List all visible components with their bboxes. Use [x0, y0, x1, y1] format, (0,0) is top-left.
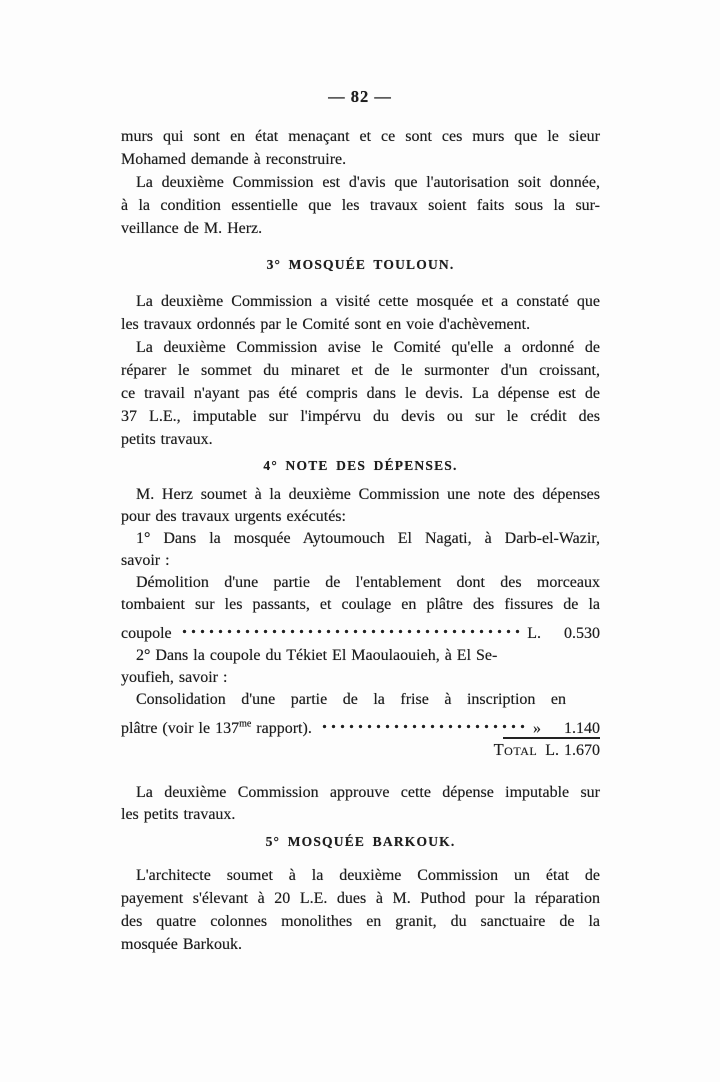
expense-line-text-post: rapport).: [251, 720, 312, 737]
paragraph-line: les travaux ordonnés par le Comité sont en voie d'achèvement.: [121, 316, 531, 333]
paragraph-line: 37 L.E., imputable sur l'impérvu du devis ou sur le crédit des: [121, 408, 600, 425]
paragraph-line: mosquée Barkouk.: [121, 936, 242, 953]
paragraph-line: des quatre colonnes monolithes en granit, du sanctuaire de la: [121, 913, 600, 930]
section-mosquee-barkouk: [121, 832, 600, 956]
paragraph-line: à la condition essentielle que les travaux soient faits sous la sur-: [121, 197, 600, 214]
expense-line-text: [121, 718, 312, 740]
currency-label: L.: [527, 625, 541, 642]
section-heading: 4° NOTE DES DÉPENSES.: [263, 458, 458, 473]
paragraph: [121, 171, 600, 240]
expense-line-text: coupole: [121, 625, 172, 642]
paragraph-line: murs qui sont en état menaçant et ce sont ces murs que le sieur: [121, 128, 600, 145]
section-note-des-depenses: [121, 456, 600, 826]
paragraph-line: La deuxième Commission avise le Comité qu'elle a ordonné de: [136, 339, 600, 356]
expense-amount: 0.530: [564, 625, 600, 642]
expense-item-1: [121, 528, 600, 645]
paragraph-line: tombaient sur les passants, et coulage en plâtre des fissures de la: [121, 596, 600, 613]
paragraph: [121, 864, 600, 956]
paragraph: [121, 290, 600, 336]
expense-line: [121, 711, 600, 740]
paragraph-line: les petits travaux.: [121, 806, 236, 823]
section-heading: 3° MOSQUÉE TOULOUN.: [266, 257, 455, 272]
paragraph-line: payement s'élevant à 20 L.E. dues à M. Puthod pour la réparation: [121, 890, 600, 907]
dotted-leader: [180, 616, 522, 638]
paragraph: [121, 484, 600, 528]
paragraph: [121, 782, 600, 826]
paragraph-line: ce travail n'ayant pas été compris dans le devis. La dépense est de: [121, 385, 600, 402]
section-mosquee-touloun: [121, 255, 600, 451]
paragraph-line: 1° Dans la mosquée Aytoumouch El Nagati, à Darb-el-Wazir,: [136, 530, 600, 547]
superscript-ordinal: me: [239, 718, 252, 730]
expense-line-text-pre: plâtre (voir le 137: [121, 720, 240, 737]
expense-item-2: [121, 645, 600, 740]
text-block: [121, 125, 600, 956]
paragraph-line: petits travaux.: [121, 431, 213, 448]
paragraph-line: Mohamed demande à reconstruire.: [121, 151, 347, 168]
paragraph-line: youfieh, savoir :: [121, 669, 228, 686]
expense-amount: 1.140: [564, 720, 600, 737]
paragraph-line: L'architecte soumet à la deuxième Commission un état de: [136, 867, 600, 884]
page-number: — 82 —: [328, 87, 392, 106]
dotted-leader: [320, 711, 527, 733]
paragraph-line: réparer le sommet du minaret et de le surmonter d'un croissant,: [121, 362, 600, 379]
total-row: [121, 739, 600, 762]
paragraph: [121, 125, 600, 171]
paragraph-line: Démolition d'une partie de l'entablement dont des morceaux: [136, 574, 600, 591]
expense-line: [121, 616, 600, 645]
paragraph: [121, 336, 600, 451]
paragraph-line: Consolidation d'une partie de la frise à inscription en: [136, 691, 566, 708]
paragraph-line: La deuxième Commission approuve cette dépense imputable sur: [136, 784, 600, 801]
total-amount: L. 1.670: [545, 742, 600, 759]
paragraph-line: M. Herz soumet à la deuxième Commission une note des dépenses: [136, 486, 600, 503]
paragraph-line: 2° Dans la coupole du Tékiet El Maoulaouieh, à El Se-: [136, 647, 498, 664]
paragraph-line: pour des travaux urgents exécutés:: [121, 508, 346, 525]
paragraph-line: savoir :: [121, 552, 170, 569]
currency-ditto-mark: »: [533, 720, 541, 737]
section-heading: 5° MOSQUÉE BARKOUK.: [265, 834, 456, 849]
total-label: Total: [493, 740, 538, 759]
paragraph-line: veillance de M. Herz.: [121, 220, 263, 237]
paragraph-line: La deuxième Commission est d'avis que l'autorisation soit donnée,: [136, 174, 600, 191]
paragraph-line: La deuxième Commission a visité cette mosquée et a constaté que: [136, 293, 600, 310]
